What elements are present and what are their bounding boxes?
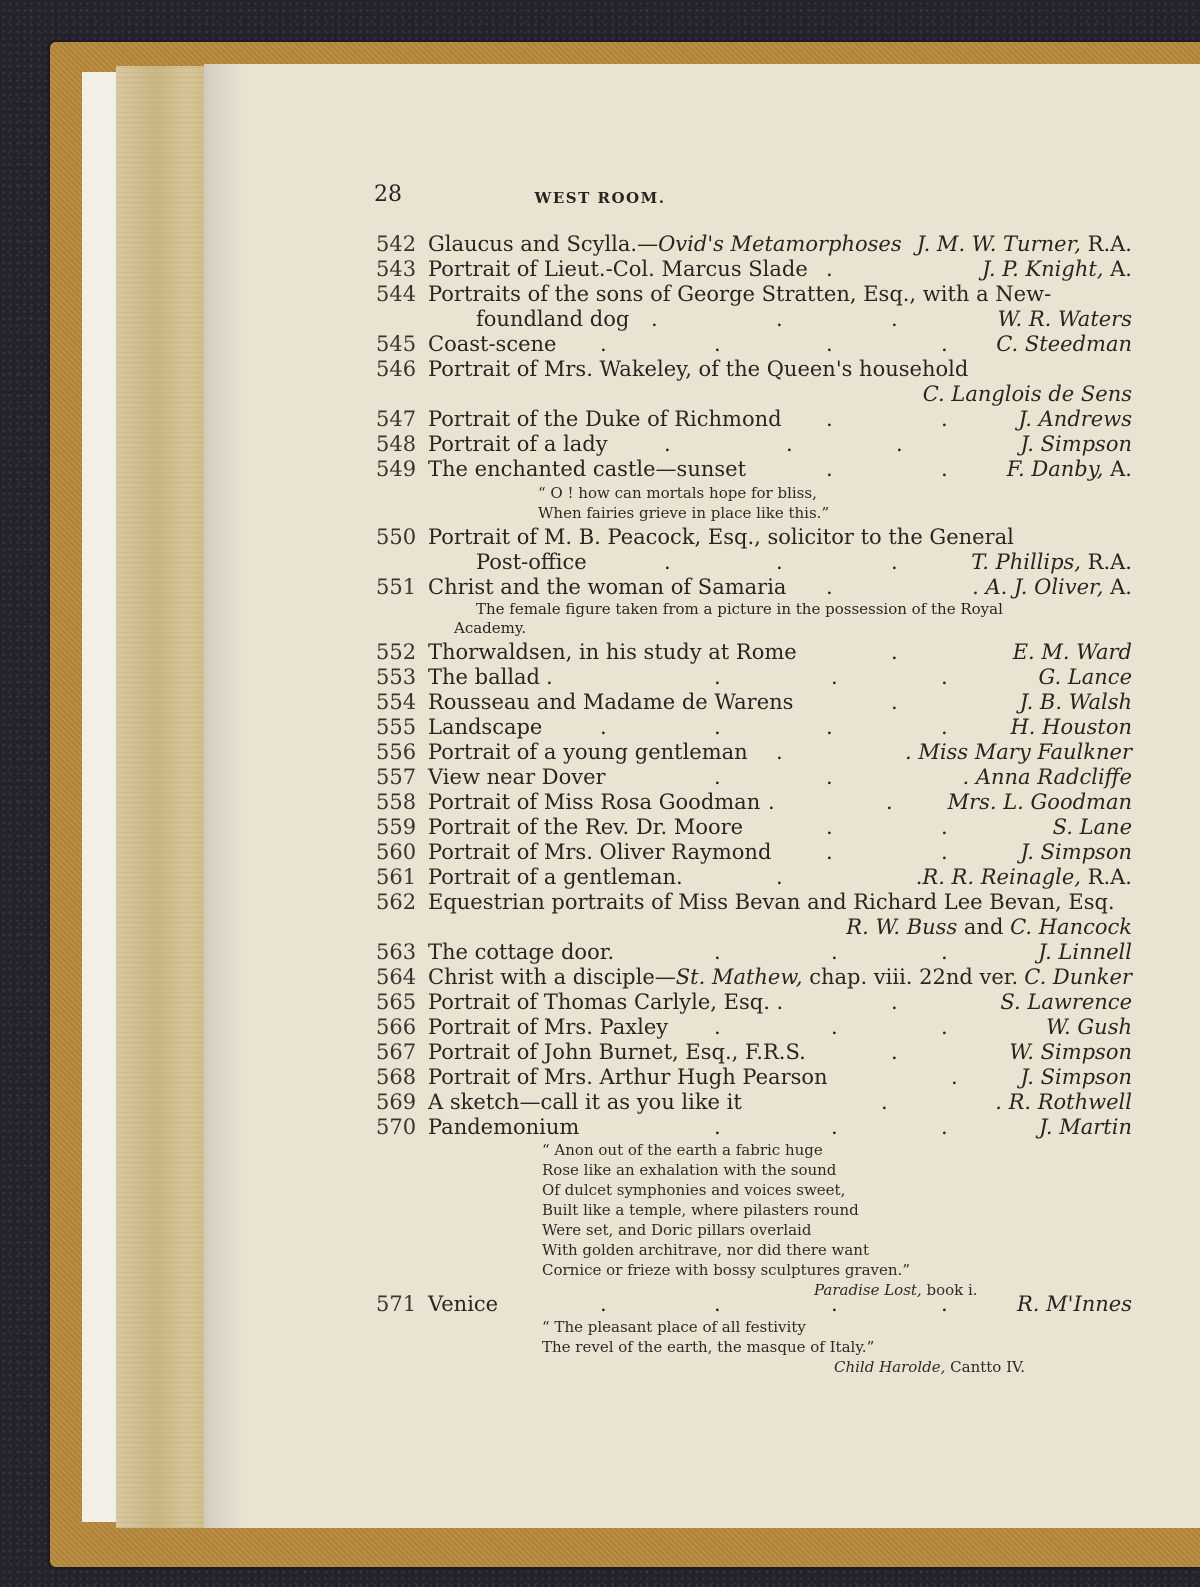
- entry-artist: . A. J. Oliver, A.: [972, 575, 1132, 599]
- entry-number: 567: [376, 1040, 417, 1064]
- entry-551-note: The female figure taken from a picture in the possession of the Royal Academy.: [454, 600, 1003, 637]
- entry-title: Thorwaldsen, in his study at Rome: [428, 640, 797, 664]
- entry-number: 544: [376, 282, 417, 306]
- entry-number: 570: [376, 1115, 417, 1139]
- entry-title: View near Dover: [428, 765, 606, 789]
- entry-number: 554: [376, 690, 417, 714]
- entry-title: Portrait of Lieut.-Col. Marcus Slade: [428, 257, 808, 281]
- entry-artist: W. Gush: [1046, 1015, 1132, 1039]
- page-edges: [116, 66, 216, 1528]
- entry-artist: R. W. Buss and C. Hancock: [846, 915, 1132, 939]
- entry-568: 568 Portrait of Mrs. Arthur Hugh Pearson . J. Simpson: [376, 1065, 1132, 1089]
- entry-546-cont: [376, 382, 1132, 407]
- entry-number: 557: [376, 765, 417, 789]
- entry-number: 549: [376, 457, 417, 481]
- entry-554: 554 Rousseau and Madame de Warens . J. B. Walsh: [376, 690, 1132, 714]
- entry-number: 566: [376, 1015, 417, 1039]
- entry-title: Coast-scene: [428, 332, 557, 356]
- entry-number: 559: [376, 815, 417, 839]
- entry-559: 559 Portrait of the Rev. Dr. Moore . . S. Lane: [376, 815, 1132, 839]
- entry-571: 571 Venice . . . . R. M'Innes: [376, 1292, 1132, 1316]
- entry-number: 560: [376, 840, 417, 864]
- entry-number: 546: [376, 357, 417, 381]
- entry-569: 569 A sketch—call it as you like it . . R. Rothwell: [376, 1090, 1132, 1114]
- entry-title: A sketch—call it as you like it: [428, 1090, 742, 1114]
- entry-title: Equestrian portraits of Miss Bevan and Richard Lee Bevan, Esq.: [428, 890, 1115, 914]
- entry-title: Glaucus and Scylla.—Ovid's Metamorphoses: [428, 232, 902, 256]
- entry-562: [376, 890, 1132, 915]
- entry-545: 545 Coast-scene . . . . C. Steedman: [376, 332, 1132, 356]
- entry-title: Pandemonium: [428, 1115, 580, 1139]
- entry-title: The enchanted castle—sunset: [428, 457, 747, 481]
- entry-555: 555 Landscape . . . . H. Houston: [376, 715, 1132, 739]
- entry-artist: T. Phillips, R.A.: [971, 550, 1132, 574]
- entry-artist: W. Simpson: [1009, 1040, 1132, 1064]
- entry-564: [376, 965, 1132, 990]
- entry-artist: J. P. Knight, A.: [982, 257, 1132, 281]
- entry-title: Portrait of Miss Rosa Goodman: [428, 790, 761, 814]
- entry-number: 569: [376, 1090, 417, 1114]
- entry-551: 551 Christ and the woman of Samaria . . A. J. Oliver, A.: [376, 575, 1132, 599]
- entry-artist: Mrs. L. Goodman: [947, 790, 1132, 814]
- entry-565: 565 Portrait of Thomas Carlyle, Esq. . . S. Lawrence: [376, 990, 1132, 1014]
- entry-547: 547 Portrait of the Duke of Richmond . . J. Andrews: [376, 407, 1132, 431]
- entry-title: Portrait of a gentleman.: [428, 865, 683, 889]
- entry-title: Portrait of the Duke of Richmond: [428, 407, 782, 431]
- entry-artist: C. Dunker: [1024, 965, 1132, 989]
- entry-artist: C. Langlois de Sens: [922, 382, 1132, 406]
- entry-543: 543 Portrait of Lieut.-Col. Marcus Slade . J. P. Knight, A.: [376, 257, 1132, 281]
- entry-552: 552 Thorwaldsen, in his study at Rome . E. M. Ward: [376, 640, 1132, 664]
- entry-546: [376, 357, 1132, 382]
- entry-title: Portrait of John Burnet, Esq., F.R.S.: [428, 1040, 806, 1064]
- entry-number: 568: [376, 1065, 417, 1089]
- entry-artist: J. Simpson: [1020, 432, 1132, 456]
- entry-title: The cottage door.: [428, 940, 615, 964]
- entry-560: 560 Portrait of Mrs. Oliver Raymond . . J. Simpson: [376, 840, 1132, 864]
- entry-artist: . Miss Mary Faulkner: [904, 740, 1132, 764]
- entry-artist: . Anna Radcliffe: [962, 765, 1132, 789]
- entry-title-cont: foundland dog: [476, 307, 630, 331]
- entry-number: 558: [376, 790, 417, 814]
- entry-557: 557 View near Dover . . . Anna Radcliffe: [376, 765, 1132, 789]
- entry-number: 543: [376, 257, 417, 281]
- entry-556: 556 Portrait of a young gentleman . . Miss Mary Faulkner: [376, 740, 1132, 764]
- entry-artist: J. Andrews: [1018, 407, 1132, 431]
- entry-542: [376, 232, 1132, 257]
- entry-number: 565: [376, 990, 417, 1014]
- entry-number: 552: [376, 640, 417, 664]
- entry-number: 564: [376, 965, 417, 989]
- entry-artist: S. Lane: [1052, 815, 1132, 839]
- entry-artist: J. Simpson: [1020, 1065, 1132, 1089]
- entry-title: Portrait of Mrs. Oliver Raymond: [428, 840, 772, 864]
- entry-553: 553 The ballad . . . . G. Lance: [376, 665, 1132, 689]
- entry-number: 551: [376, 575, 417, 599]
- catalogue-list: [376, 232, 1132, 1377]
- entry-number: 553: [376, 665, 417, 689]
- entry-549-quote: “ O ! how can mortals hope for bliss, When fairies grieve in place like this.”: [538, 484, 830, 522]
- entry-563: 563 The cottage door. . . . J. Linnell: [376, 940, 1132, 964]
- entry-number: 556: [376, 740, 417, 764]
- entry-title: The ballad: [428, 665, 540, 689]
- entry-title: Portrait of a lady: [428, 432, 608, 456]
- entry-artist: . R. Rothwell: [995, 1090, 1132, 1114]
- entry-artist: S. Lawrence: [1000, 990, 1132, 1014]
- entry-number: 550: [376, 525, 417, 549]
- entry-544-cont: foundland dog . . . W. R. Waters: [476, 307, 1132, 331]
- entry-title: Christ and the woman of Samaria: [428, 575, 787, 599]
- entry-title: Portrait of Mrs. Wakeley, of the Queen's household: [428, 357, 969, 381]
- entry-artist: J. M. W. Turner, R.A.: [916, 232, 1132, 256]
- entry-number: 548: [376, 432, 417, 456]
- entry-artist: W. R. Waters: [997, 307, 1132, 331]
- entry-number: 555: [376, 715, 417, 739]
- entry-title: Portrait of M. B. Peacock, Esq., solicitor to the General: [428, 525, 1014, 549]
- entry-artist: J. Martin: [1039, 1115, 1132, 1139]
- entry-artist: H. Houston: [1010, 715, 1132, 739]
- entry-550-cont: Post-office . . . T. Phillips, R.A.: [476, 550, 1132, 574]
- entry-artist: R. M'Innes: [1017, 1292, 1132, 1316]
- entry-title-cont: Post-office: [476, 550, 587, 574]
- entry-571-quote: “ The pleasant place of all festivity The revel of the earth, the masque of Italy.” Child Harolde, Cantto IV.: [376, 1317, 1132, 1377]
- quote-citation: Child Harolde, Cantto IV.: [834, 1358, 1025, 1376]
- entry-title: Venice: [428, 1292, 499, 1316]
- entry-number: 561: [376, 865, 417, 889]
- entry-artist: J. Simpson: [1020, 840, 1132, 864]
- entry-562-cont: [376, 915, 1132, 940]
- entry-title: Landscape: [428, 715, 543, 739]
- entry-number: 545: [376, 332, 417, 356]
- entry-567: 567 Portrait of John Burnet, Esq., F.R.S. . W. Simpson: [376, 1040, 1132, 1064]
- entry-549: 549 The enchanted castle—sunset . . F. Danby, A.: [376, 457, 1132, 481]
- entry-548: 548 Portrait of a lady . . . J. Simpson: [376, 432, 1132, 456]
- entry-number: 547: [376, 407, 417, 431]
- entry-570-quote: “ Anon out of the earth a fabric huge Rose like an exhalation with the sound Of dulcet symphonies and voices sweet, Built like a temple, where pilasters round Were set, and Doric pillars overlaid With golden architrave, nor did there want Cornice or frieze with bossy sculptures graven.” Paradise Lost, book i.: [376, 1140, 1132, 1292]
- entry-number: 571: [376, 1292, 417, 1316]
- entry-title: Portrait of the Rev. Dr. Moore: [428, 815, 744, 839]
- entry-artist: C. Steedman: [996, 332, 1132, 356]
- entry-title: Portrait of Mrs. Arthur Hugh Pearson: [428, 1065, 828, 1089]
- entry-566: 566 Portrait of Mrs. Paxley . . . W. Gush: [376, 1015, 1132, 1039]
- entry-561: 561 Portrait of a gentleman. . .R. R. Reinagle, R.A.: [376, 865, 1132, 889]
- entry-558: 558 Portrait of Miss Rosa Goodman . . Mrs. L. Goodman: [376, 790, 1132, 814]
- entry-number: 542: [376, 232, 417, 256]
- entry-artist: J. Linnell: [1038, 940, 1132, 964]
- entry-title: Portrait of a young gentleman: [428, 740, 748, 764]
- entry-544: [376, 282, 1132, 307]
- entry-title: Portraits of the sons of George Stratten, Esq., with a New-: [428, 282, 1052, 306]
- entry-number: 563: [376, 940, 417, 964]
- page-number: 28: [374, 182, 402, 207]
- quote-citation: Paradise Lost, book i.: [814, 1281, 978, 1299]
- entry-artist: E. M. Ward: [1012, 640, 1132, 664]
- running-head: WEST ROOM.: [534, 189, 666, 207]
- entry-artist: F. Danby, A.: [1006, 457, 1132, 481]
- entry-number: 562: [376, 890, 417, 914]
- entry-title: Rousseau and Madame de Warens: [428, 690, 794, 714]
- entry-artist: G. Lance: [1038, 665, 1132, 689]
- entry-title: Portrait of Mrs. Paxley: [428, 1015, 669, 1039]
- entry-570: 570 Pandemonium . . . J. Martin: [376, 1115, 1132, 1139]
- entry-artist: .R. R. Reinagle, R.A.: [915, 865, 1132, 889]
- entry-550: [376, 525, 1132, 550]
- entry-title: Portrait of Thomas Carlyle, Esq. .: [428, 990, 784, 1014]
- entry-title: Christ with a disciple—St. Mathew, chap. viii. 22nd ver.: [428, 965, 1019, 989]
- entry-artist: J. B. Walsh: [1019, 690, 1132, 714]
